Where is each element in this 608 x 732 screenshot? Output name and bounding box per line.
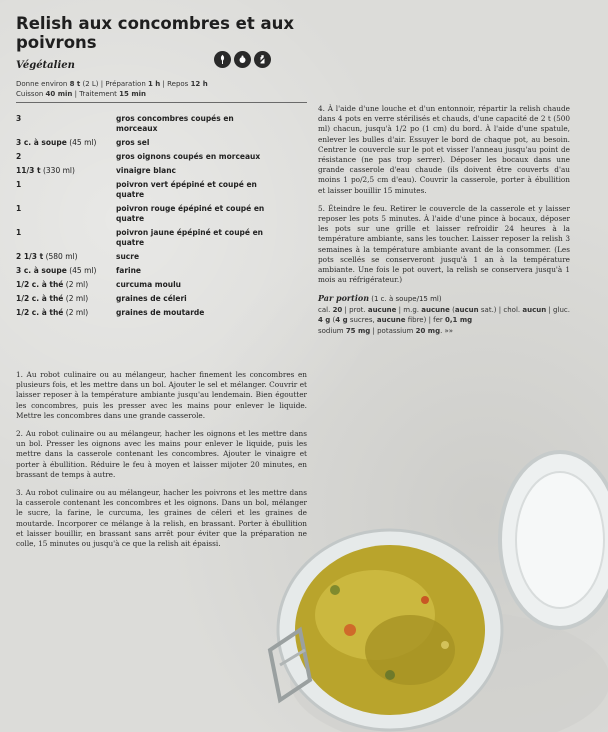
text-fragment: ( bbox=[449, 305, 455, 314]
ingredient-qty bbox=[16, 138, 116, 148]
ingredient-qty bbox=[16, 114, 116, 134]
wheat-free-icon bbox=[214, 51, 231, 68]
text-fragment: 1 h bbox=[147, 80, 161, 88]
steps-right-column bbox=[318, 104, 570, 336]
text-fragment: (2 ml) bbox=[63, 280, 89, 289]
text-fragment: Par portion bbox=[318, 293, 370, 304]
ingredient-name: gros concombres coupés en morceaux bbox=[116, 114, 234, 133]
text-fragment: | prot. bbox=[342, 305, 368, 314]
ingredient-name: graines de moutarde bbox=[116, 308, 205, 317]
recipe-title: Relish aux concombres et aux poivrons bbox=[16, 14, 295, 52]
ingredient-row bbox=[16, 138, 307, 148]
text-fragment: Repos bbox=[167, 80, 191, 88]
ingredient-qty bbox=[16, 180, 116, 200]
ingredient-name: gros sel bbox=[116, 138, 150, 147]
divider bbox=[16, 102, 307, 103]
text-fragment: | bbox=[72, 90, 80, 98]
ingredient-list bbox=[16, 114, 307, 322]
text-fragment: . »» bbox=[440, 326, 454, 335]
ingredient-name: farine bbox=[116, 266, 142, 275]
text-fragment: | gluc. bbox=[546, 305, 570, 314]
step-paragraph: 2. Au robot culinaire ou au mélangeur, hacher les oignons et les mettre dans un bol. Presser les oignons avec les mains pour enlever le liquide, puis les mettre dans la casserole contenant les concombres. Ajouter le vinaigre et porter à ébullition. Réduire le feu à moyen et laisser mijoter 20 minutes, en brassant de temps à autre. bbox=[16, 429, 307, 479]
text-fragment: Donne environ bbox=[16, 80, 70, 88]
text-fragment: aucune bbox=[376, 316, 406, 325]
text-fragment: 4 g bbox=[335, 316, 348, 325]
ingredient-qty bbox=[16, 308, 116, 318]
text-fragment: 2 1/3 t bbox=[16, 252, 44, 261]
ingredient-row bbox=[16, 308, 307, 318]
relish-jar-photo bbox=[240, 430, 608, 732]
ingredient-row bbox=[16, 166, 307, 176]
text-fragment: | m.g. bbox=[396, 305, 422, 314]
text-fragment: (2 ml) bbox=[63, 294, 89, 303]
ingredient-row bbox=[16, 180, 307, 200]
text-fragment: (580 ml) bbox=[43, 252, 78, 261]
diet-tag: Végétalien bbox=[16, 60, 75, 71]
text-fragment: 1 bbox=[16, 180, 22, 189]
ingredient-name: sucre bbox=[116, 252, 140, 261]
text-fragment: 8 t bbox=[69, 80, 81, 88]
step-paragraph: 3. Au robot culinaire ou au mélangeur, hacher les poivrons et les mettre dans la casserole contenant les concombres et les oignons. Dans un bol, mélanger le sucre, la farine, le curcuma, les graines de céleri et les graines de moutarde. Incorporer ce mélange à la relish, en brassant. Porter à ébullition et laisser bouillir, en brassant sans arrêt pour éviter que la préparation ne colle, 15 minutes ou jusqu'à ce que la relish ait épaissi. bbox=[16, 488, 307, 549]
text-fragment: 1/2 c. à thé bbox=[16, 294, 64, 303]
ingredient-row bbox=[16, 114, 307, 134]
text-fragment: fibre) | fer bbox=[405, 316, 446, 325]
text-fragment: ( bbox=[330, 316, 336, 325]
ingredient-name: vinaigre blanc bbox=[116, 166, 176, 175]
text-fragment: sodium bbox=[318, 326, 346, 335]
text-fragment: (2 ml) bbox=[63, 308, 89, 317]
ingredient-qty bbox=[16, 266, 116, 276]
diet-icons bbox=[214, 51, 271, 68]
portion-heading bbox=[318, 293, 570, 304]
text-fragment: (45 ml) bbox=[66, 266, 97, 275]
text-fragment: | bbox=[160, 80, 168, 88]
text-fragment: Traitement bbox=[79, 90, 120, 98]
text-fragment: 3 c. à soupe bbox=[16, 138, 67, 147]
ingredient-name: poivron jaune épépiné et coupé en quatre bbox=[116, 228, 264, 247]
text-fragment: 75 mg bbox=[345, 326, 371, 335]
nutrition-facts bbox=[318, 305, 570, 337]
step-paragraph: 4. À l'aide d'une louche et d'un entonnoir, répartir la relish chaude dans 4 pots en verre stérilisés et chauds, d'une capacité de 2 t (500 ml) chacun, jusqu'à 1/2 po (1 cm) du bord. À l'aide d'une spatule, enlever les bulles d'air. Essuyer le bord de chaque pot, au besoin. Centrer le couvercle sur le pot et visser l'anneau jusqu'au point de résistance (ne pas trop serrer). Déposer les bocaux dans une grande casserole d'eau chaude (ils doivent être couverts d'au moins 1 po/2,5 cm d'eau). Couvrir la casserole, porter à ébullition et laisser bouillir 15 minutes. bbox=[318, 104, 570, 195]
ingredient-row bbox=[16, 252, 307, 262]
text-fragment: sucres, bbox=[347, 316, 377, 325]
ingredient-row bbox=[16, 294, 307, 304]
ingredient-qty bbox=[16, 228, 116, 248]
text-fragment: 3 bbox=[16, 114, 22, 123]
steps-right-list bbox=[318, 104, 570, 285]
step-paragraph: 1. Au robot culinaire ou au mélangeur, hacher finement les concombres en plusieurs fois, et les mettre dans un bol. Ajouter le sel et mélanger. Couvrir et laisser reposer à la température ambiante jusqu'au lendemain. Bien égoutter les concombres, puis les presser avec les mains pour enlever le liquide. Mettre les concombres dans une grande casserole. bbox=[16, 370, 307, 420]
text-fragment: 11/3 t bbox=[16, 166, 41, 175]
text-fragment: (2 L) bbox=[80, 80, 99, 88]
ingredient-row bbox=[16, 228, 307, 248]
text-fragment: Préparation bbox=[105, 80, 148, 88]
text-fragment: 20 bbox=[332, 305, 343, 314]
ingredient-row bbox=[16, 152, 307, 162]
text-fragment: 4 g bbox=[318, 316, 331, 325]
text-fragment: aucune bbox=[367, 305, 397, 314]
ingredient-row bbox=[16, 280, 307, 290]
text-fragment: 12 h bbox=[190, 80, 208, 88]
ingredient-row bbox=[16, 204, 307, 224]
ingredient-qty bbox=[16, 204, 116, 224]
text-fragment: 1 bbox=[16, 204, 22, 213]
ingredient-qty bbox=[16, 152, 116, 162]
text-fragment: 0,1 mg bbox=[445, 316, 473, 325]
text-fragment: aucune bbox=[421, 305, 450, 314]
ingredient-row bbox=[16, 266, 307, 276]
dairy-free-icon bbox=[254, 51, 271, 68]
text-fragment: | potassium bbox=[370, 326, 416, 335]
nut-free-icon bbox=[234, 51, 251, 68]
text-fragment: 40 min bbox=[45, 90, 73, 98]
step-paragraph: 5. Éteindre le feu. Retirer le couvercle de la casserole et y laisser reposer les pots 5 minutes. À l'aide d'une pince à bocaux, déposer les pots sur une grille et laisser refroidir 24 heures à la température ambiante, sans les toucher. Laisser reposer la relish 3 semaines à la température ambiante avant de la consommer. (Les pots scellés se conserveront jusqu'à 1 an à la température ambiante. Une fois le pot ouvert, la relish se conservera jusqu'à 1 mois au réfrigérateur.) bbox=[318, 203, 570, 285]
text-fragment: aucun bbox=[454, 305, 479, 314]
ingredient-qty bbox=[16, 294, 116, 304]
text-fragment: sat.) | chol. bbox=[478, 305, 523, 314]
ingredient-name: gros oignons coupés en morceaux bbox=[116, 152, 261, 161]
ingredient-qty bbox=[16, 252, 116, 262]
text-fragment: 1/2 c. à thé bbox=[16, 280, 64, 289]
text-fragment: (330 ml) bbox=[40, 166, 75, 175]
recipe-meta bbox=[16, 79, 316, 99]
text-fragment: 3 c. à soupe bbox=[16, 266, 67, 275]
ingredient-name: poivron vert épépiné et coupé en quatre bbox=[116, 180, 257, 199]
meta-line-1 bbox=[16, 79, 316, 89]
text-fragment: Cuisson bbox=[16, 90, 46, 98]
text-fragment: 15 min bbox=[119, 90, 146, 98]
text-fragment: 2 bbox=[16, 152, 22, 161]
ingredient-qty bbox=[16, 280, 116, 290]
text-fragment: (45 ml) bbox=[66, 138, 97, 147]
meta-line-2 bbox=[16, 89, 316, 99]
ingredient-name: graines de céleri bbox=[116, 294, 187, 303]
ingredient-name: curcuma moulu bbox=[116, 280, 181, 289]
text-fragment: (1 c. à soupe/15 ml) bbox=[369, 295, 442, 304]
text-fragment: cal. bbox=[318, 305, 333, 314]
text-fragment: 20 mg bbox=[415, 326, 441, 335]
text-fragment: aucun bbox=[522, 305, 547, 314]
ingredient-name: poivron rouge épépiné et coupé en quatre bbox=[116, 204, 265, 223]
text-fragment: 1 bbox=[16, 228, 22, 237]
text-fragment: | bbox=[98, 80, 106, 88]
text-fragment: 1/2 c. à thé bbox=[16, 308, 64, 317]
ingredient-qty bbox=[16, 166, 116, 176]
nutrition-block bbox=[318, 293, 570, 336]
